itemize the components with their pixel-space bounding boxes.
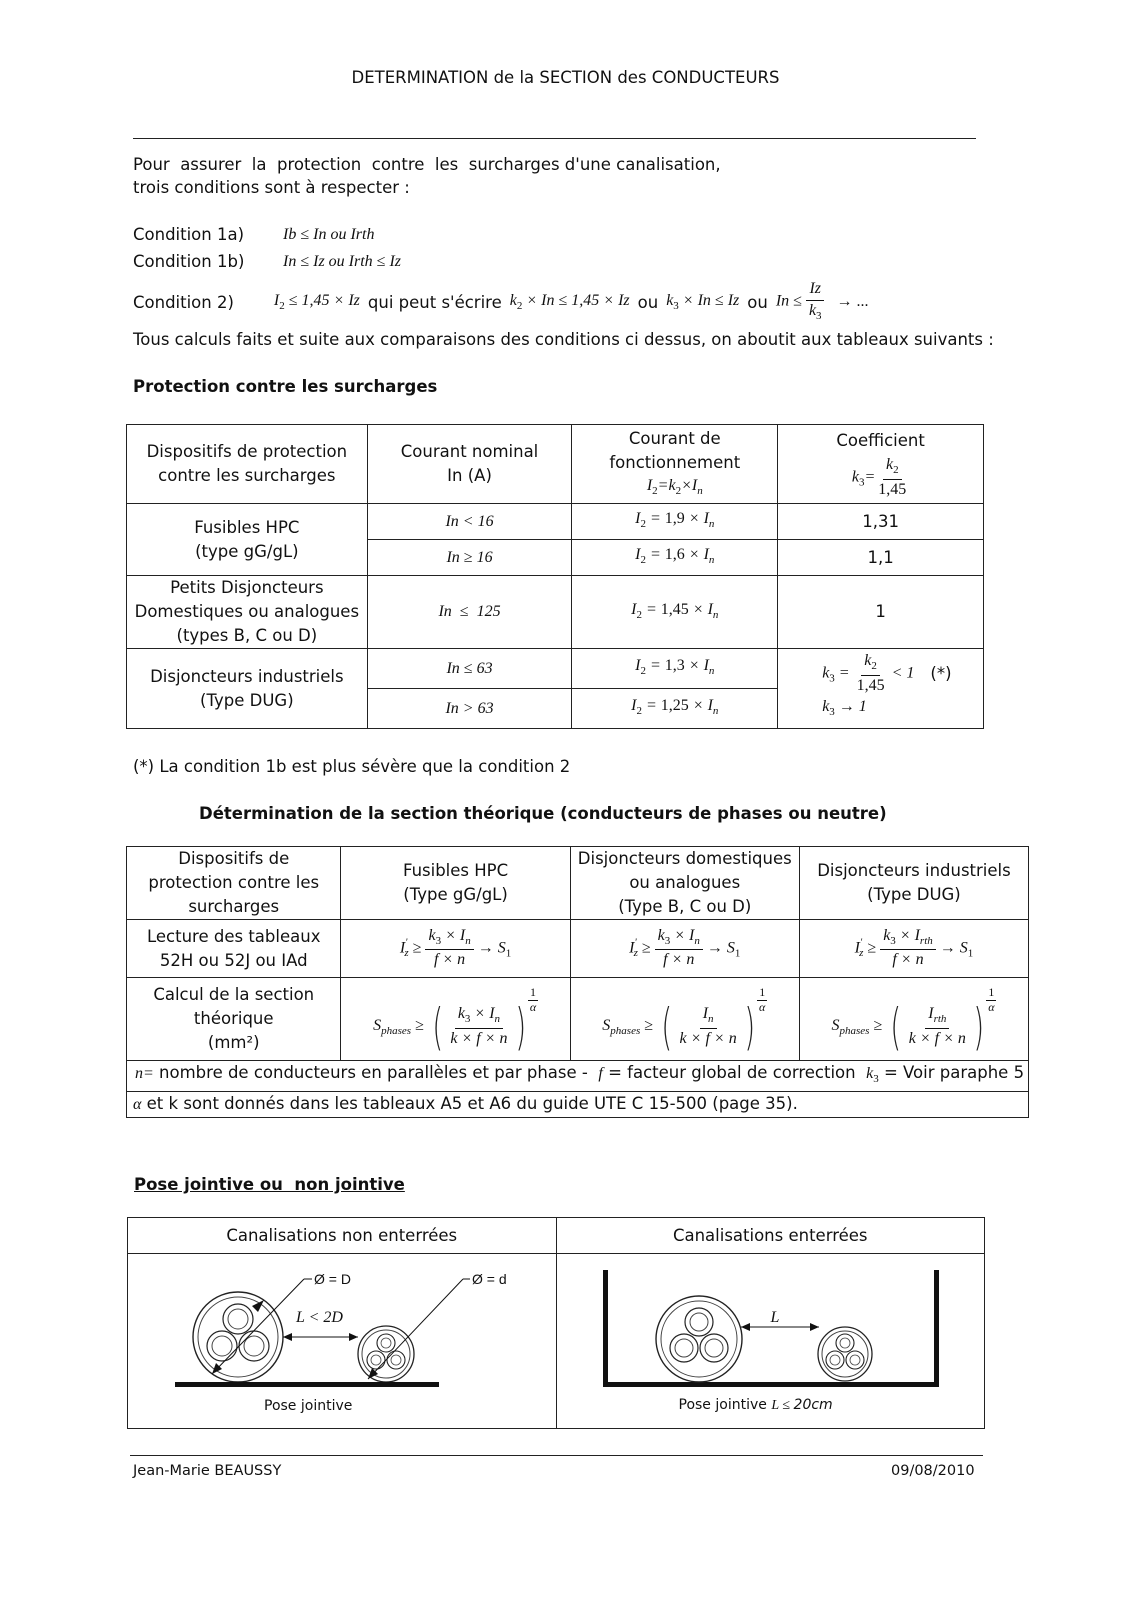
condition-2-label: Condition 2): [133, 292, 234, 312]
condition-2-text: qui peut s'écrire: [367, 292, 502, 312]
row-calcul-section: Calcul de la section théorique (mm²): [127, 978, 341, 1061]
caption-pose-jointive-right: Pose jointive L ≤ 20cm: [678, 1397, 833, 1413]
header-courant-nominal: Courant nominal In (A): [367, 425, 572, 504]
industriels-star: (*): [930, 664, 952, 683]
condition-1a-formula: Ib ≤ In ou Irth: [283, 226, 375, 243]
lecture-industriels: $I'_z$ ≥ $\frac{k_3 \times I_{rth}}{f \times n}$ → $S_1$: [799, 920, 1028, 978]
row-fusibles-hpc: Fusibles HPC (type gG/gL): [127, 504, 368, 576]
row-lecture-tableaux: Lecture des tableaux 52H ou 52J ou IAd: [127, 920, 341, 978]
condition-1b-formula: In ≤ Iz ou Irth ≤ Iz: [283, 253, 401, 270]
t2-header-fusibles: Fusibles HPC (Type gG/gL): [341, 847, 570, 920]
header-enterrees: Canalisations enterrées: [556, 1218, 985, 1254]
industriels-in-2: In > 63: [367, 689, 572, 729]
condition-2-formula: $I_2 \le 1,45 \times Iz$: [273, 292, 360, 312]
fusibles-i2-1: $I_2 = 1,9 \times I_n$: [572, 504, 778, 540]
section-title-section-theorique: Détermination de la section théorique (conducteurs de phases ou neutre): [199, 804, 887, 823]
industriels-i2-2: $I_2 = 1,25 \times I_n$: [572, 689, 778, 729]
condition-2-ou-2: ou: [747, 292, 768, 312]
fusibles-k3-2: 1,1: [778, 540, 984, 576]
condition-2-row: [133, 278, 869, 326]
footer-date: 09/08/2010: [891, 1463, 975, 1479]
diagram-enterrees: [556, 1254, 985, 1429]
t2-header-dispositifs: Dispositifs de protection contre les surcharges: [127, 847, 341, 920]
lecture-fusibles: $I'_z$ ≥ $\frac{k_3 \times I_n}{f \times n}$ → $S_1$: [341, 920, 570, 978]
calcul-industriels: $S_{phases}$ ≥ ( $\frac{I_{rth}}{k \times f \times n}$ ) $\frac{1}{\alpha}$: [799, 978, 1028, 1061]
industriels-i2-1: $I_2 = 1,3 \times I_n$: [572, 649, 778, 689]
condition-note: (*) La condition 1b est plus sévère que la condition 2: [133, 757, 571, 776]
petits-k3: 1: [778, 576, 984, 649]
industriels-in-1: In ≤ 63: [367, 649, 572, 689]
condition-1b-label: Condition 1b): [133, 252, 245, 271]
petits-in: In ≤ 125: [367, 576, 572, 649]
footer-n-definition: n= nombre de conducteurs en parallèles et par phase - f = facteur global de correction $k_3$ = Voir paraphe 5: [127, 1061, 1029, 1092]
condition-2-formula-k2: $k_2 \times In \le 1,45 \times Iz$: [509, 292, 630, 312]
label-diameter-d: Ø = d: [472, 1271, 507, 1287]
pose-table: [127, 1217, 985, 1429]
t2-header-industriels: Disjoncteurs industriels (Type DUG): [799, 847, 1028, 920]
section-title-surcharges: Protection contre les surcharges: [133, 377, 438, 396]
label-distance-right: L: [770, 1309, 780, 1326]
fusibles-in-2: In ≥ 16: [367, 540, 572, 576]
fusibles-in-1: In < 16: [367, 504, 572, 540]
diagram-non-enterrees: [128, 1254, 557, 1429]
condition-2-formula-frac: In ≤ $\frac{Iz}{k_3}$: [776, 281, 825, 322]
caption-pose-jointive-left: Pose jointive: [264, 1398, 353, 1414]
calcul-fusibles: $S_{phases}$ ≥ ( $\frac{k_3 \times I_n}{k \times f \times n}$ ) $\frac{1}{\alpha}$: [341, 978, 570, 1061]
footer-rule: [130, 1455, 983, 1456]
condition-2-tail: → ...: [836, 293, 869, 310]
intro-line-1: Pour assurer la protection contre les surcharges d'une canalisation,: [133, 155, 721, 174]
header-coefficient: Coefficient $k_3=$ $\frac{k_2}{1,45}$: [778, 425, 984, 504]
header-non-enterrees: Canalisations non enterrées: [128, 1218, 557, 1254]
footer-author: Jean-Marie BEAUSSY: [133, 1463, 282, 1479]
industriels-k3: $k_3$ = $\frac{k_2}{1,45}$ < 1 (*) $k_3 \to 1$: [778, 649, 984, 729]
condition-1a-label: Condition 1a): [133, 225, 245, 244]
footer-alpha-definition: α et k sont donnés dans les tableaux A5 et A6 du guide UTE C 15-500 (page 35).: [127, 1092, 1029, 1118]
section-theorique-table: [126, 846, 1029, 1118]
page-title: DETERMINATION de la SECTION des CONDUCTEURS: [351, 68, 780, 87]
row-petits-disjoncteurs: Petits Disjoncteurs Domestiques ou analogues (types B, C ou D): [127, 576, 368, 649]
header-courant-fonctionnement: Courant de fonctionnement $I_2=k_2\times I_n$: [572, 425, 778, 504]
row-disjoncteurs-industriels: Disjoncteurs industriels (Type DUG): [127, 649, 368, 729]
header-rule: [133, 138, 976, 139]
label-diameter-D: Ø = D: [314, 1271, 351, 1287]
label-distance-left: L < 2D: [296, 1309, 343, 1326]
calcul-domestiques: $S_{phases}$ ≥ ( $\frac{I_n}{k \times f \times n}$ ) $\frac{1}{\alpha}$: [570, 978, 799, 1061]
condition-2-ou-1: ou: [637, 292, 659, 312]
lecture-domestiques: $I'_z$ ≥ $\frac{k_3 \times I_n}{f \times n}$ → $S_1$: [570, 920, 799, 978]
protection-table: [126, 424, 984, 729]
t2-header-domestiques: Disjoncteurs domestiques ou analogues (Type B, C ou D): [570, 847, 799, 920]
section-title-pose-jointive: Pose jointive ou non jointive: [134, 1175, 405, 1194]
intro-line-2: trois conditions sont à respecter :: [133, 178, 410, 197]
condition-2-formula-k3: $k_3 \times In \le Iz$: [666, 292, 740, 312]
header-dispositifs: Dispositifs de protection contre les surcharges: [127, 425, 368, 504]
conditions-summary: Tous calculs faits et suite aux comparaisons des conditions ci dessus, on aboutit aux tableaux suivants :: [133, 330, 994, 349]
petits-i2: $I_2 = 1,45 \times I_n$: [572, 576, 778, 649]
fusibles-k3-1: 1,31: [778, 504, 984, 540]
fusibles-i2-2: $I_2 = 1,6 \times I_n$: [572, 540, 778, 576]
